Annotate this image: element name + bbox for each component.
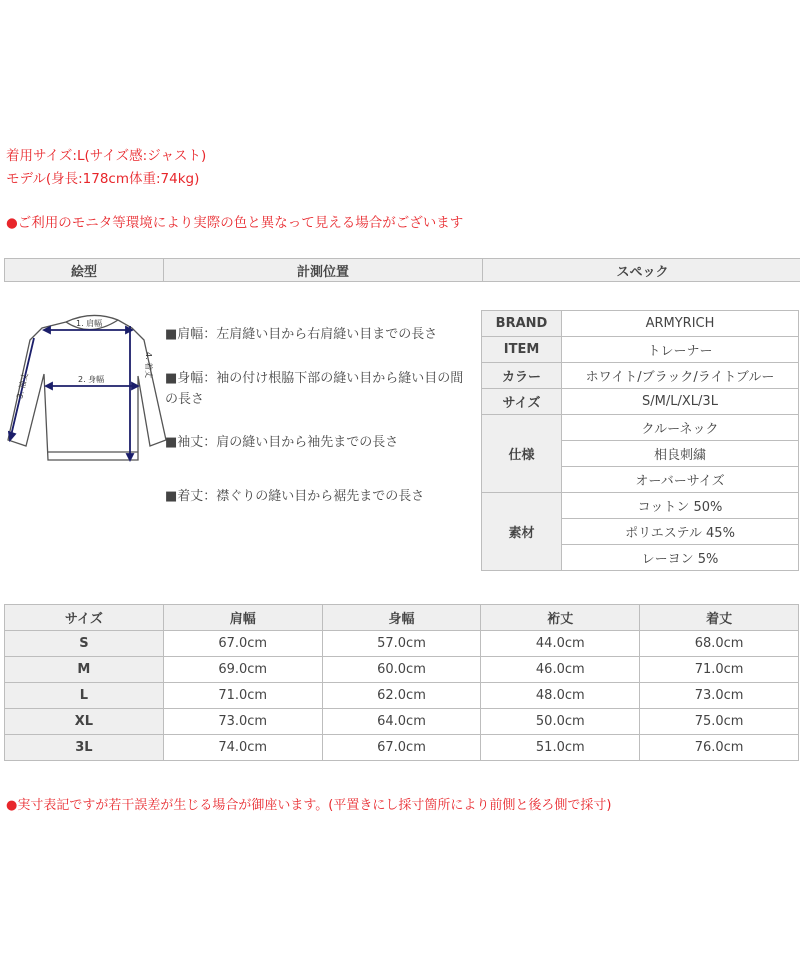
spec-value-feature: 相良刺繍 bbox=[562, 441, 799, 467]
spec-value-brand: ARMYRICH bbox=[562, 311, 799, 337]
size-cell: XL bbox=[5, 709, 164, 735]
size-cell: 57.0cm bbox=[322, 631, 481, 657]
section-header-table bbox=[4, 258, 800, 282]
garment-diagram bbox=[0, 300, 170, 480]
spec-value-feature: オーバーサイズ bbox=[562, 467, 799, 493]
size-header-length: 着丈 bbox=[640, 605, 799, 631]
size-cell: 48.0cm bbox=[481, 683, 640, 709]
size-cell: 62.0cm bbox=[322, 683, 481, 709]
size-cell: 71.0cm bbox=[163, 683, 322, 709]
spec-key-item: ITEM bbox=[482, 337, 562, 363]
table-row bbox=[5, 735, 799, 761]
size-cell: S bbox=[5, 631, 164, 657]
size-cell: 50.0cm bbox=[481, 709, 640, 735]
size-cell: 73.0cm bbox=[163, 709, 322, 735]
spec-key-color: カラー bbox=[482, 363, 562, 389]
size-cell: 67.0cm bbox=[163, 631, 322, 657]
spec-value-color: ホワイト/ブラック/ライトブルー bbox=[562, 363, 799, 389]
measurement-note-text: ●実寸表記ですが若干誤差が生じる場合が御座います。(平置きにし採寸箇所により前側と後ろ側で採寸) bbox=[6, 798, 612, 813]
size-cell: 71.0cm bbox=[640, 657, 799, 683]
size-cell: L bbox=[5, 683, 164, 709]
size-cell: 68.0cm bbox=[640, 631, 799, 657]
measure-shoulder: ■肩幅：左肩縫い目から右肩縫い目までの長さ bbox=[165, 327, 438, 342]
measure-body: ■身幅：袖の付け根脇下部の縫い目から縫い目の間の長さ bbox=[165, 371, 464, 407]
wear-size-text: 着用サイズ:L(サイズ感:ジャスト) bbox=[6, 148, 207, 164]
size-cell: 73.0cm bbox=[640, 683, 799, 709]
table-row bbox=[5, 709, 799, 735]
spec-row-size bbox=[482, 389, 799, 415]
spec-row-brand bbox=[482, 311, 799, 337]
size-cell: 3L bbox=[5, 735, 164, 761]
spec-row-color bbox=[482, 363, 799, 389]
spec-value-material: ポリエステル 45% bbox=[562, 519, 799, 545]
spec-row-item bbox=[482, 337, 799, 363]
table-row bbox=[5, 631, 799, 657]
spec-value-item: トレーナー bbox=[562, 337, 799, 363]
spec-row-features bbox=[482, 415, 799, 441]
spec-table bbox=[481, 310, 799, 571]
spec-row-material bbox=[482, 493, 799, 519]
spec-value-size: S/M/L/XL/3L bbox=[562, 389, 799, 415]
size-table-header bbox=[5, 605, 799, 631]
size-cell: 69.0cm bbox=[163, 657, 322, 683]
size-header-shoulder: 肩幅 bbox=[163, 605, 322, 631]
size-cell: 44.0cm bbox=[481, 631, 640, 657]
size-cell: 76.0cm bbox=[640, 735, 799, 761]
label-length: 4. 着丈 bbox=[144, 352, 153, 379]
label-body: 2. 身幅 bbox=[78, 375, 105, 384]
spec-key-features: 仕様 bbox=[482, 415, 562, 493]
spec-key-brand: BRAND bbox=[482, 311, 562, 337]
size-cell: 60.0cm bbox=[322, 657, 481, 683]
spec-value-feature: クルーネック bbox=[562, 415, 799, 441]
label-shoulder: 1. 肩幅 bbox=[76, 319, 103, 328]
table-row bbox=[5, 657, 799, 683]
size-header-size: サイズ bbox=[5, 605, 164, 631]
size-cell: 67.0cm bbox=[322, 735, 481, 761]
table-row bbox=[5, 683, 799, 709]
spec-value-material: レーヨン 5% bbox=[562, 545, 799, 571]
spec-key-size: サイズ bbox=[482, 389, 562, 415]
label-sleeve: 3. 袖丈 bbox=[15, 372, 30, 400]
measure-length: ■着丈：襟ぐりの縫い目から裾先までの長さ bbox=[165, 489, 425, 504]
size-cell: 46.0cm bbox=[481, 657, 640, 683]
header-illustration: 絵型 bbox=[5, 259, 164, 282]
measure-sleeve: ■袖丈：肩の縫い目から袖先までの長さ bbox=[165, 435, 399, 450]
size-cell: 75.0cm bbox=[640, 709, 799, 735]
size-cell: 64.0cm bbox=[322, 709, 481, 735]
color-notice-text: ●ご利用のモニタ等環境により実際の色と異なって見える場合がございます bbox=[6, 215, 464, 231]
spec-key-material: 素材 bbox=[482, 493, 562, 571]
spec-value-material: コットン 50% bbox=[562, 493, 799, 519]
size-cell: M bbox=[5, 657, 164, 683]
model-info-text: モデル(身長:178cm体重:74kg) bbox=[6, 171, 200, 187]
size-cell: 51.0cm bbox=[481, 735, 640, 761]
size-cell: 74.0cm bbox=[163, 735, 322, 761]
size-header-sleeve: 裄丈 bbox=[481, 605, 640, 631]
header-spec: スペック bbox=[483, 259, 800, 282]
size-table bbox=[4, 604, 799, 761]
header-measure-position: 計測位置 bbox=[164, 259, 483, 282]
size-header-body: 身幅 bbox=[322, 605, 481, 631]
